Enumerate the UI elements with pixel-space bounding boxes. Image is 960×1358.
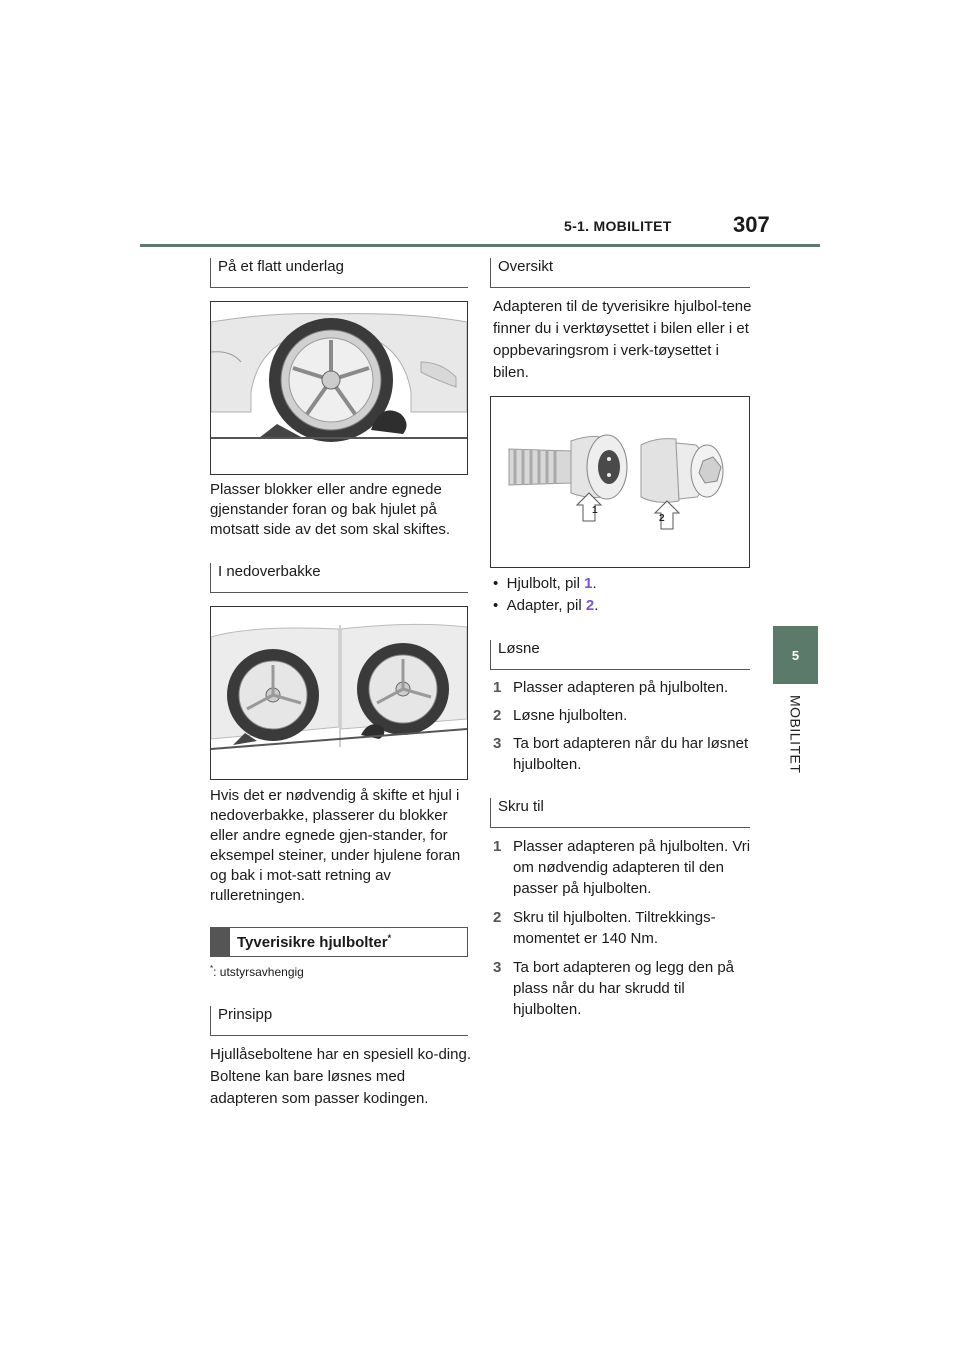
section-title: 5-1. MOBILITET [564, 218, 672, 234]
loosen-heading-text: Løsne [498, 640, 540, 657]
loosen-step: 3 Ta bort adapteren når du har løsnet hjulbolten. [493, 735, 749, 773]
heading-bar [210, 928, 230, 956]
chapter-tab-label: MOBILITET [787, 695, 804, 774]
figure-label-2: 2 [659, 513, 665, 524]
bolt-adapter-figure [490, 396, 750, 568]
header-rule [140, 244, 820, 247]
downhill-wheels-illustration [211, 607, 467, 779]
downhill-heading [210, 563, 468, 593]
overview-text: Adapteren til de tyverisikre hjulbol-tene finner du i verktøysettet i bilen eller i et oppbevaringsrom i verk-tøysettet i bilen. [493, 298, 752, 381]
overview-heading [490, 258, 750, 288]
page-number: 307 [733, 212, 770, 237]
downhill-heading-text: I nedoverbakke [218, 563, 321, 580]
bolt-adapter-illustration [491, 397, 749, 567]
adapter-icon [641, 439, 723, 503]
tighten-step: 3 Ta bort adapteren og legg den på plass når du har skrudd til hjulbolten. [493, 959, 735, 1018]
tighten-step: 1 Plasser adapteren på hjulbolten. Vri om nødvendig adapteren til den passer på hjulbolten. [493, 838, 751, 897]
flat-ground-figure [210, 301, 468, 475]
figure-label-1: 1 [592, 505, 598, 516]
principle-text: Hjullåseboltene har en spesiell ko-ding. Boltene kan bare løsnes med adapteren som passer kodingen. [210, 1046, 471, 1107]
footnote: *: utstyrsavhengig [210, 964, 304, 979]
flat-ground-heading-text: På et flatt underlag [218, 258, 344, 275]
chapter-tab[interactable]: 5 [773, 626, 818, 684]
overview-heading-text: Oversikt [498, 258, 554, 275]
car-wheel-chocked-illustration [211, 302, 467, 474]
antitheft-heading-text: Tyverisikre hjulbolter* [237, 933, 392, 951]
loosen-step: 1 Plasser adapteren på hjulbolten. [493, 679, 729, 696]
flat-ground-heading [210, 258, 468, 288]
loosen-heading [490, 640, 750, 670]
principle-heading [210, 1006, 468, 1036]
flat-ground-text: Plasser blokker eller andre egnede gjenstander foran og bak hjulet på motsatt side av det som skal skiftes. [210, 481, 451, 538]
tighten-step: 2 Skru til hjulbolten. Tiltrekkings-momentet er 140 Nm. [493, 909, 716, 947]
loosen-step: 2 Løsne hjulbolten. [493, 707, 628, 724]
bullet-item: • Adapter, pil 2. [493, 597, 599, 614]
tighten-heading [490, 798, 750, 828]
downhill-figure [210, 606, 468, 780]
principle-heading-text: Prinsipp [218, 1006, 273, 1023]
downhill-text: Hvis det er nødvendig å skifte et hjul i nedoverbakke, plasserer du blokker eller andre egnede gjen-stander, for eksempel steiner, under hjulene foran og bak i mot-satt retning av rulleretningen. [210, 787, 461, 904]
tighten-heading-text: Skru til [498, 798, 544, 815]
bullet-item: • Hjulbolt, pil 1. [493, 575, 597, 592]
antitheft-heading [210, 927, 468, 957]
